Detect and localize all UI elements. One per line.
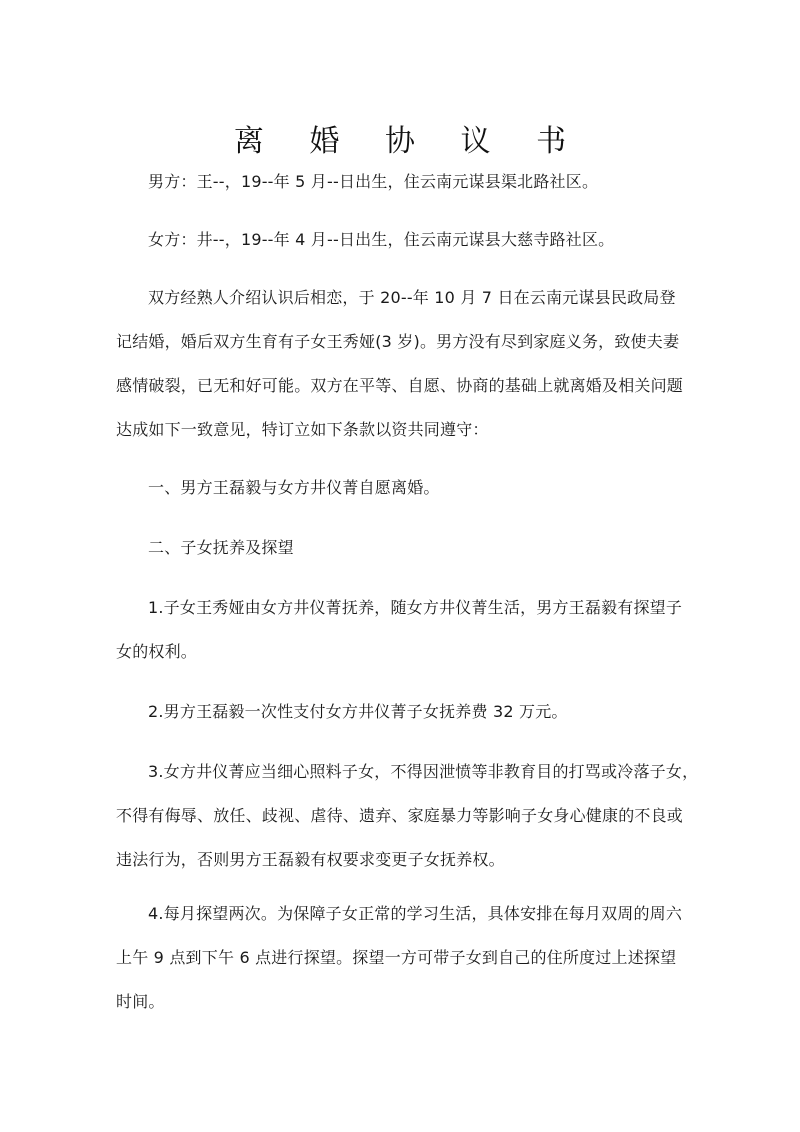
text-line: 女方：井--，19--年 4 月--日出生，住云南元谋县大慈寺路社区。 <box>148 230 615 249</box>
paragraph-background <box>116 276 696 452</box>
text-line: 女的权利。 <box>116 642 198 661</box>
clause-one <box>116 466 696 510</box>
text-line: 一、男方王磊毅与女方井仪菁自愿离婚。 <box>148 478 440 497</box>
clause-two-item-1 <box>116 586 696 674</box>
paragraph-husband-info <box>116 160 696 204</box>
paragraph-wife-info <box>116 218 696 262</box>
text-line: 男方：王--，19--年 5 月--日出生，住云南元谋县渠北路社区。 <box>148 172 599 191</box>
text-line: 记结婚，婚后双方生育有子女王秀娅(3 岁)。男方没有尽到家庭义务，致使夫妻 <box>116 332 680 351</box>
text-line: 1.子女王秀娅由女方井仪菁抚养，随女方井仪菁生活，男方王磊毅有探望子 <box>148 598 683 617</box>
clause-two-item-2 <box>116 690 696 734</box>
text-line: 不得有侮辱、放任、歧视、虐待、遗弃、家庭暴力等影响子女身心健康的不良或 <box>116 806 684 825</box>
text-line: 4.每月探望两次。为保障子女正常的学习生活，具体安排在每月双周的周六 <box>148 904 683 923</box>
text-line: 二、子女抚养及探望 <box>148 538 294 557</box>
text-line: 双方经熟人介绍认识后相恋，于 20--年 10 月 7 日在云南元谋县民政局登 <box>148 288 676 307</box>
document-title: 离 婚 协 议 书 <box>233 124 585 160</box>
text-line: 2.男方王磊毅一次性支付女方井仪菁子女抚养费 32 万元。 <box>148 702 568 721</box>
text-line: 3.女方井仪菁应当细心照料子女，不得因泄愤等非教育目的打骂或冷落子女， <box>148 762 699 781</box>
text-line: 达成如下一致意见，特订立如下条款以资共同遵守： <box>116 420 489 439</box>
clause-two-item-3 <box>116 750 699 882</box>
text-line: 感情破裂，已无和好可能。双方在平等、自愿、协商的基础上就离婚及相关问题 <box>116 376 684 395</box>
clause-two-heading <box>116 526 696 570</box>
text-line: 上午 9 点到下午 6 点进行探望。探望一方可带子女到自己的住所度过上述探望 <box>116 948 677 967</box>
text-line: 时间。 <box>116 992 165 1011</box>
text-line: 违法行为，否则男方王磊毅有权要求变更子女抚养权。 <box>116 850 505 869</box>
clause-two-item-4 <box>116 892 696 1024</box>
